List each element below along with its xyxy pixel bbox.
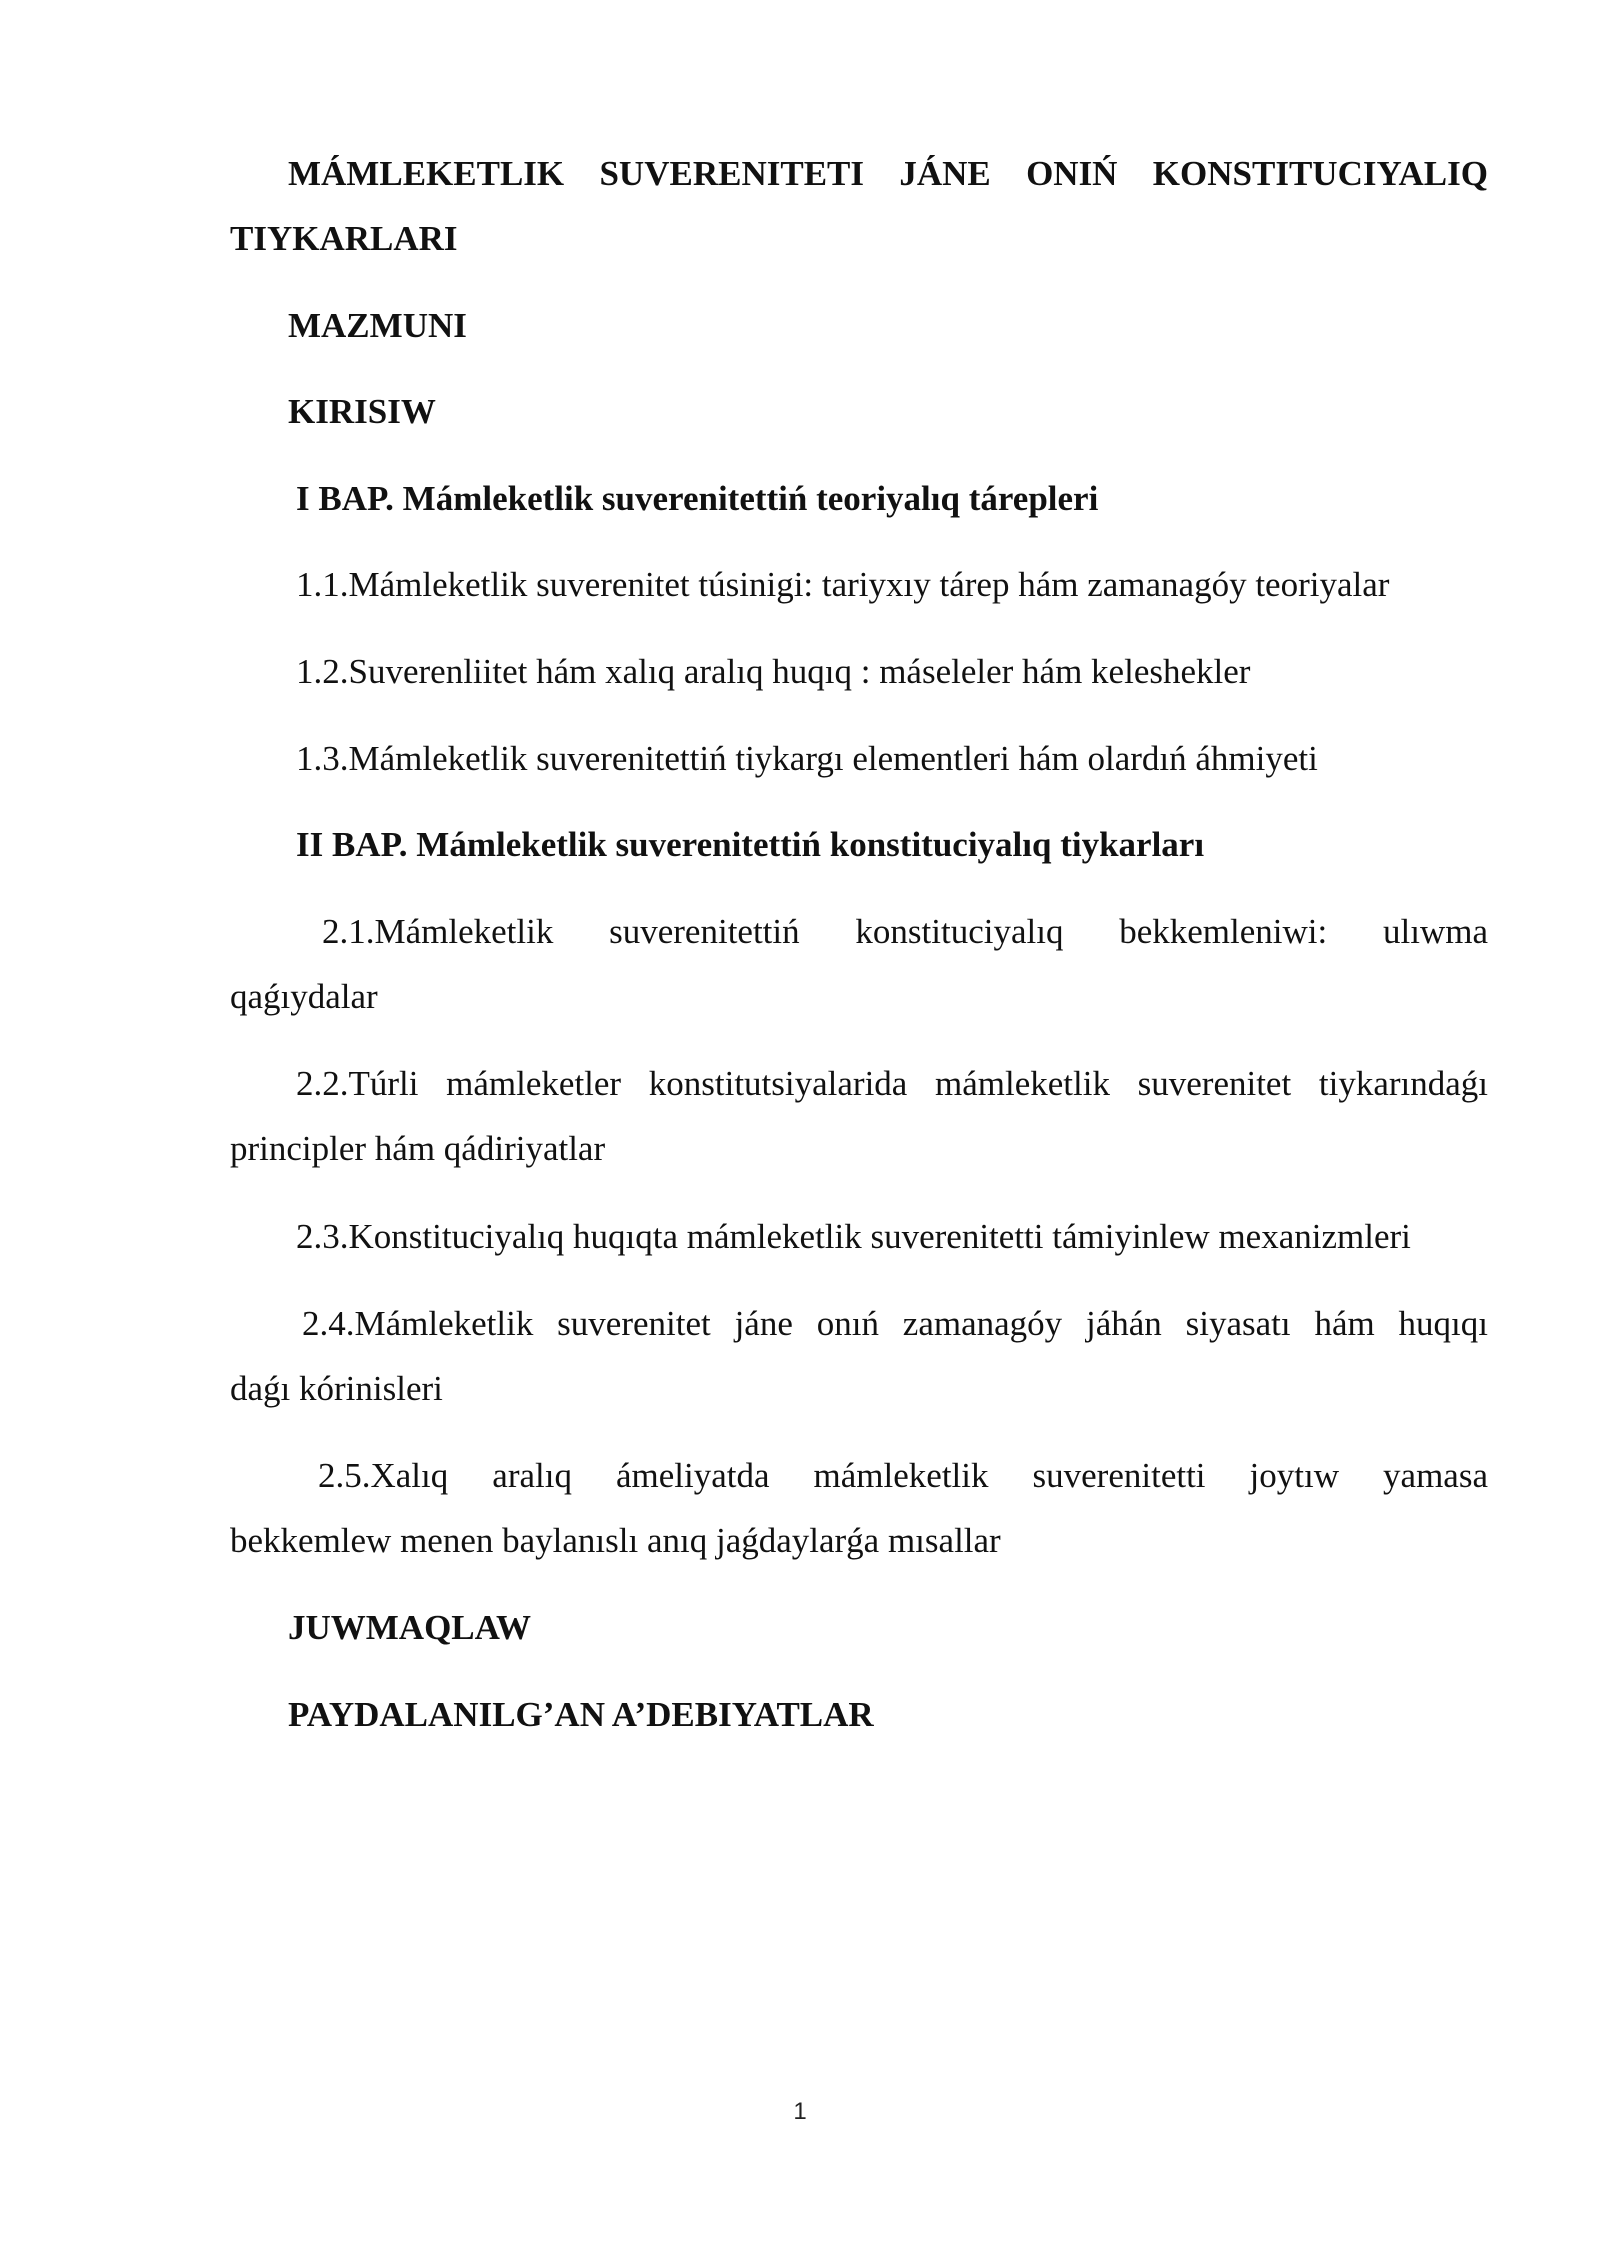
toc-entry-chapter-2: II BAP. Mámleketlik suverenitettiń konstituciyalıq tiykarları bbox=[296, 825, 1205, 864]
toc-entry-section-1-1: 1.1.Mámleketlik suverenitet túsinigi: tariyxıy tárep hám zamanagóy teoriyalar bbox=[296, 565, 1390, 604]
contents-heading: MAZMUNI bbox=[288, 306, 467, 345]
toc-entry-section-2-1-line-1: 2.1.Mámleketlik suverenitettiń konstituciyalıq bekkemleniwi: ulıwma bbox=[322, 912, 1488, 951]
toc-entry-conclusion: JUWMAQLAW bbox=[288, 1608, 532, 1647]
toc-entry-references: PAYDALANILG’AN A’DEBIYATLAR bbox=[288, 1695, 874, 1734]
toc-entry-section-2-2-line-2: principler hám qádiriyatlar bbox=[230, 1129, 606, 1168]
toc-entry-section-2-5-line-2: bekkemlew menen baylanıslı anıq jaǵdaylarǵa mısallar bbox=[230, 1521, 1001, 1560]
toc-entry-section-1-3: 1.3.Mámleketlik suverenitettiń tiykargı elementleri hám olardıń áhmiyeti bbox=[296, 739, 1318, 778]
toc-entry-chapter-1: I BAP. Mámleketlik suverenitettiń teoriyalıq tárepleri bbox=[296, 479, 1099, 518]
document-title-line-1: MÁMLEKETLIK SUVERENITETI JÁNE ONIŃ KONSTITUCIYALIQ bbox=[288, 154, 1488, 193]
toc-entry-intro: KIRISIW bbox=[288, 392, 436, 431]
toc-entry-section-1-2: 1.2.Suverenliitet hám xalıq aralıq huqıq : máseleler hám keleshekler bbox=[296, 652, 1251, 691]
toc-entry-section-2-1-line-2: qaǵıydalar bbox=[230, 977, 378, 1016]
toc-entry-section-2-4-line-1: 2.4.Mámleketlik suverenitet jáne onıń zamanagóy jáhán siyasatı hám huqıqı bbox=[302, 1304, 1488, 1343]
page-number: 1 bbox=[793, 2098, 807, 2125]
toc-entry-section-2-2-line-1: 2.2.Túrli mámleketler konstitutsiyalarida mámleketlik suverenitet tiykarındaǵı bbox=[296, 1064, 1488, 1103]
toc-entry-section-2-4-line-2: daǵı kórinisleri bbox=[230, 1369, 443, 1408]
toc-entry-section-2-5-line-1: 2.5.Xalıq aralıq ámeliyatda mámleketlik suverenitetti joytıw yamasa bbox=[318, 1456, 1488, 1495]
document-title-line-2: TIYKARLARI bbox=[230, 219, 458, 258]
toc-entry-section-2-3: 2.3.Konstituciyalıq huqıqta mámleketlik suverenitetti támiyinlew mexanizmleri bbox=[296, 1217, 1411, 1256]
